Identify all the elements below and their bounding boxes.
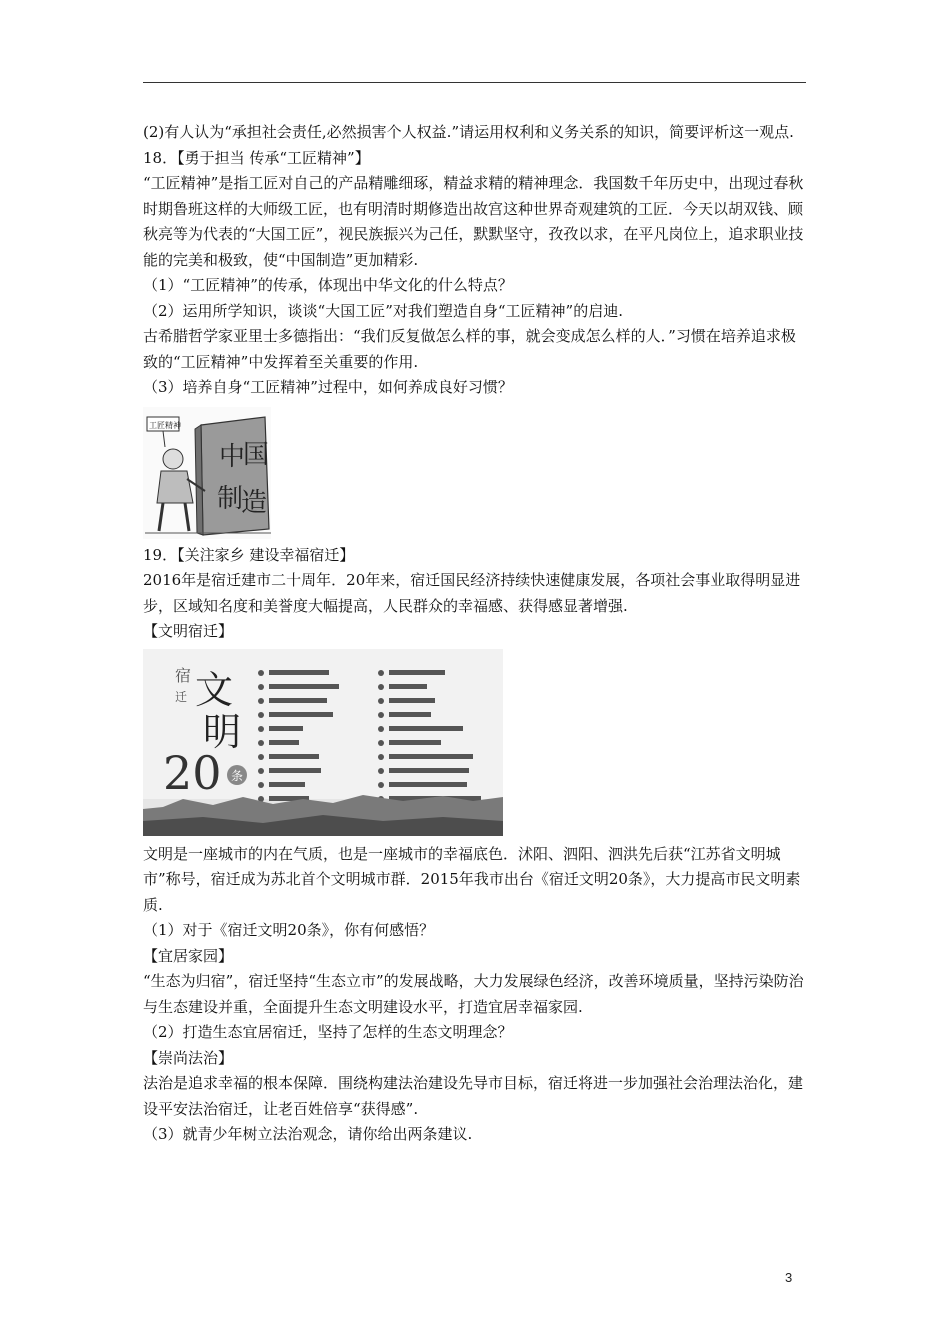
q19-sub3: （3）就青少年树立法治观念，请你给出两条建议.	[143, 1125, 473, 1143]
q19-sub2: （2）打造生态宜居宿迁，坚持了怎样的生态文明理念？	[143, 1023, 513, 1041]
block-char-1: 中	[219, 441, 246, 472]
banner-char-wen: 文	[195, 667, 234, 712]
page-number: 3	[785, 1270, 793, 1285]
q17-sub2: (2)有人认为“承担社会责任,必然损害个人权益.”请运用权利和义务关系的知识，简要评析这一观点.	[143, 123, 794, 141]
page-content	[143, 120, 807, 1148]
header-rule	[143, 82, 806, 83]
block-char-4: 造	[241, 487, 268, 518]
q18-sub3: （3）培养自身“工匠精神”过程中，如何养成良好习惯？	[143, 378, 513, 396]
q19-text-rule-of-law: 法治是追求幸福的根本保障．围绕构建法治建设先导市目标，宿迁将进一步加强社会治理法治化，建设平安法治宿迁，让老百姓倍享“获得感”.	[143, 1074, 804, 1118]
suqian-civilization-banner-figure	[143, 649, 503, 836]
q19-text-livable: “生态为归宿”，宿迁坚持“生态立市”的发展战略，大力发展绿色经济，改善环境质量，坚持污染防治与生态建设并重，全面提升生态文明建设水平，打造宜居幸福家园.	[143, 972, 804, 1016]
block-char-2: 国	[243, 439, 270, 470]
q18-sub1: （1）“工匠精神”的传承，体现出中华文化的什么特点？	[143, 276, 513, 294]
q19-sub1: （1）对于《宿迁文明20条》，你有何感悟？	[143, 921, 435, 939]
q19-label-livable: 【宜居家园】	[143, 946, 234, 965]
q18-quote: 古希腊哲学家亚里士多德指出：“我们反复做怎么样的事，就会变成怎么样的人．”习惯在培养追求极致的“工匠精神”中发挥着至关重要的作用.	[143, 327, 796, 371]
q18-heading: 18．【勇于担当 传承“工匠精神”】	[143, 148, 370, 167]
suqian-civilization-banner-image	[143, 649, 503, 836]
q19-heading: 19．【关注家乡 建设幸福宿迁】	[143, 545, 355, 564]
banner-number: 20	[163, 745, 222, 800]
banner-char-su: 宿	[175, 665, 192, 685]
banner-char-tiao: 条	[231, 768, 244, 783]
banner-char-qian: 迁	[175, 689, 188, 704]
banner-char-ming: 明	[203, 709, 242, 754]
q19-label-civilized: 【文明宿迁】	[143, 622, 234, 640]
q18-intro: “工匠精神”是指工匠对自己的产品精雕细琢，精益求精的精神理念．我国数千年历史中，出现过春秋时期鲁班这样的大师级工匠，也有明清时期修造出故宫这种世界奇观建筑的工匠．今天以胡双钱、顾秋亮等为代表的“大国工匠”，视民族振兴为己任，默默坚守，孜孜以求，在平凡岗位上，追求职业技能的完美和极致，使“中国制造”更加精彩.	[143, 174, 804, 269]
q18-sub2: （2）运用所学知识，谈谈“大国工匠”对我们塑造自身“工匠精神”的启迪.	[143, 301, 623, 320]
q19-label-rule-of-law: 【崇尚法治】	[143, 1048, 234, 1067]
cartoon-sign-text: 工匠精神	[149, 420, 181, 430]
block-char-3: 制	[217, 483, 244, 514]
craftsman-cartoon-figure	[143, 407, 271, 539]
q19-text-civilized: 文明是一座城市的内在气质，也是一座城市的幸福底色．沭阳、泗阳、泗洪先后获“江苏省文明城市”称号，宿迁成为苏北首个文明城市群．2015年我市出台《宿迁文明20条》，大力提高市民文明素质.	[143, 844, 801, 914]
q19-intro: 2016年是宿迁建市二十周年．20年来，宿迁国民经济持续快速健康发展，各项社会事业取得明显进步，区域知名度和美誉度大幅提高，人民群众的幸福感、获得感显著增强.	[143, 571, 801, 615]
craftsman-cartoon-image	[143, 407, 271, 539]
